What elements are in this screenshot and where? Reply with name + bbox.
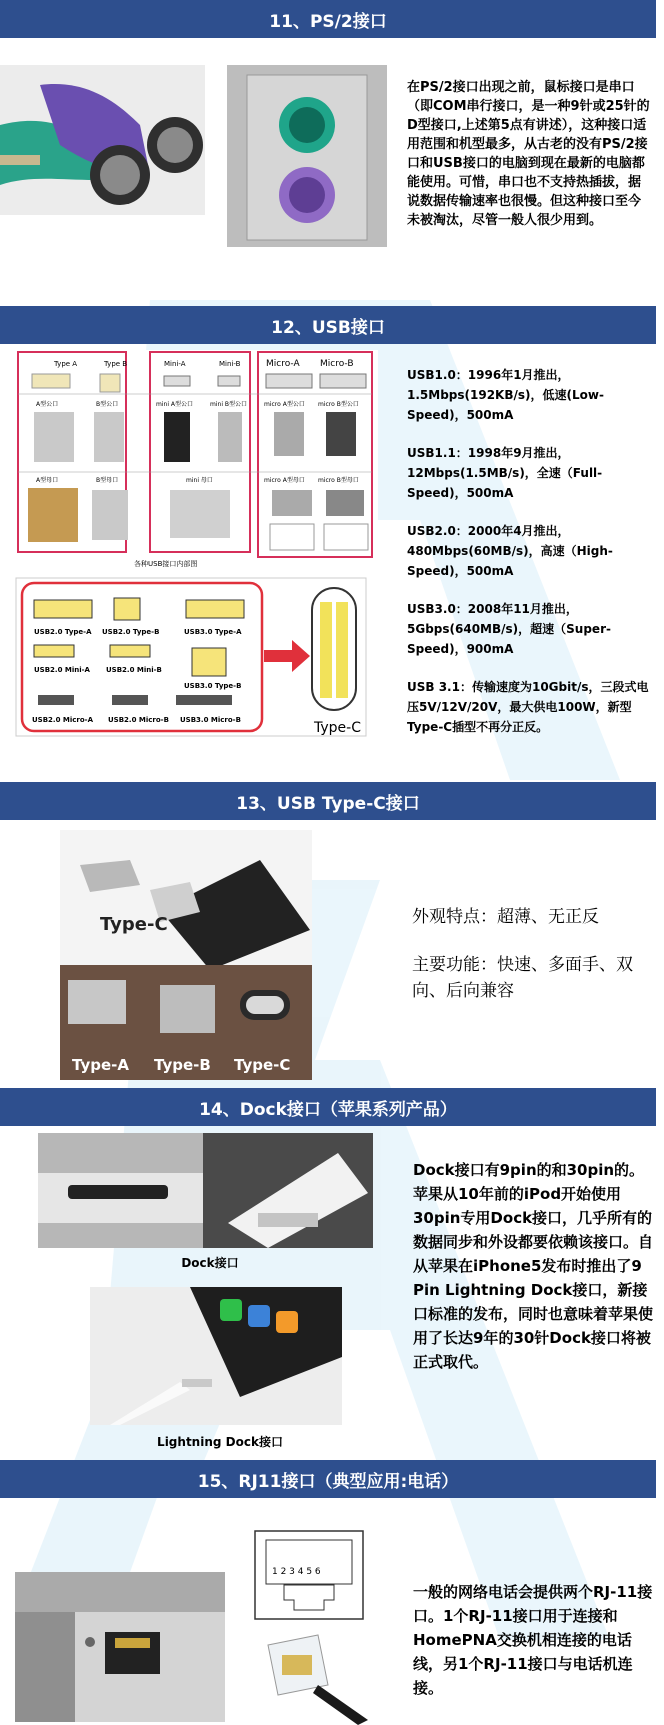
section-title: 15、RJ11接口（典型应用:电话） xyxy=(197,1471,459,1492)
grid-caption: 各种USB接口内部图 xyxy=(134,560,198,568)
typec-bottom-label: Type-C xyxy=(234,1056,291,1074)
typec-image-label: Type-C xyxy=(100,914,168,935)
grid-label: mini 母口 xyxy=(186,477,213,484)
grid-label: A型母口 xyxy=(36,477,59,484)
section-header-usb xyxy=(0,306,656,344)
lightning-caption: Lightning Dock接口 xyxy=(157,1435,283,1449)
section-title: 11、PS/2接口 xyxy=(269,11,387,32)
rj11-pins: 1 2 3 4 5 6 xyxy=(272,1567,321,1577)
typec-feature-line: 外观特点：超薄、无正反 xyxy=(412,907,599,927)
usb-spec-item: USB1.0：1996年1月推出，1.5Mbps(192KB/s)，低速(Low-Speed)，500mA xyxy=(407,368,604,422)
pin-label: USB2.0 Mini-B xyxy=(106,666,162,674)
section-header-rj11 xyxy=(0,1460,656,1498)
rj11-plug-photo xyxy=(258,1625,368,1725)
usb-spec-item: USB 3.1：传输速度为10Gbit/s，三段式电压5V/12V/20V，最大供电100W，新型Type-C插型不再分正反。 xyxy=(407,680,649,734)
usb-spec-item: USB3.0：2008年11月推出，5Gbps(640MB/s)，超速（Super-Speed)，900mA xyxy=(407,602,611,656)
ps2-description: 在PS/2接口出现之前，鼠标接口是串口（即COM串行接口，是一种9针或25针的D型接口,上述第5点有讲述），这种接口适用范围和机型最多，从古老的没有PS/2接口和USB接口的电脑到现在最新的电脑都能使用。可惜，串口也不支持热插拔，据说数据传输速率也很慢。但这种接口至今未被淘汰，尽管一般人很少用到。 xyxy=(407,80,650,228)
dock-connector-photo xyxy=(38,1133,373,1248)
grid-label: micro A型公口 xyxy=(264,401,305,408)
typec-feature-line: 主要功能：快速、多面手、双向、后向兼容 xyxy=(412,955,633,1001)
pin-label: USB2.0 Mini-A xyxy=(34,666,90,674)
pin-label: USB2.0 Micro-A xyxy=(32,716,93,724)
section-header-dock xyxy=(0,1088,656,1126)
ps2-cable-image xyxy=(0,65,205,215)
dock-caption: Dock接口 xyxy=(181,1256,239,1270)
section-title: 13、USB Type-C接口 xyxy=(236,793,420,814)
grid-label: B型母口 xyxy=(96,477,119,484)
ps2-port-image xyxy=(227,65,387,247)
pin-label: USB2.0 Micro-B xyxy=(108,716,169,724)
grid-label: Mini-B xyxy=(219,360,241,368)
type-c-label: Type-C xyxy=(314,720,361,736)
section-header-ps2 xyxy=(0,0,656,38)
grid-label: micro A型母口 xyxy=(264,477,305,484)
grid-label: Type B xyxy=(104,360,128,368)
typec-photo xyxy=(60,830,312,1080)
grid-label: Micro-B xyxy=(320,359,354,369)
grid-label: A型公口 xyxy=(36,401,59,408)
grid-label: micro B型母口 xyxy=(318,477,359,484)
grid-label: mini A型公口 xyxy=(156,401,193,408)
grid-label: Type A xyxy=(54,360,78,368)
grid-label: Micro-A xyxy=(266,359,300,369)
section-title: 14、Dock接口（苹果系列产品） xyxy=(199,1099,457,1120)
typec-features xyxy=(412,904,652,1004)
grid-label: mini B型公口 xyxy=(210,401,248,408)
section-title: 12、USB接口 xyxy=(271,317,385,338)
usb-spec-item: USB2.0：2000年4月推出，480Mbps(60MB/s)，高速（High-Speed)，500mA xyxy=(407,524,613,578)
pin-label: USB3.0 Type-B xyxy=(184,682,242,690)
section-header-typec xyxy=(0,782,656,820)
pin-label: USB2.0 Type-A xyxy=(34,628,92,636)
pin-label: USB3.0 Micro-B xyxy=(180,716,241,724)
usb-connector-grid-image xyxy=(14,350,378,740)
usb-spec-item: USB1.1：1998年9月推出，12Mbps(1.5MB/s)，全速（Full-Speed)，500mA xyxy=(407,446,603,500)
grid-label: micro B型公口 xyxy=(318,401,359,408)
usb-spec-list xyxy=(407,365,653,737)
pin-label: USB3.0 Type-A xyxy=(184,628,242,636)
grid-label: Mini-A xyxy=(164,360,186,368)
rj11-description: 一般的网络电话会提供两个RJ-11接口。1个RJ-11接口用于连接和HomePNA交换机相连接的电话线，另1个RJ-11接口与电话机连接。 xyxy=(413,1583,653,1697)
pin-label: USB2.0 Type-B xyxy=(102,628,160,636)
grid-label: B型公口 xyxy=(96,401,119,408)
rj11-pin-diagram xyxy=(254,1530,364,1620)
typec-bottom-label: Type-B xyxy=(154,1056,211,1074)
dock-description: Dock接口有9pin的和30pin的。苹果从10年前的iPod开始使用30pin专用Dock接口，几乎所有的数据同步和外设都要依赖该接口。自从苹果在iPhone5发布时推出了9 Pin Lightning Dock接口，新接口标准的发布，同时也意味着苹果使用了长达9年的30针Dock接口将被正式取代。 xyxy=(413,1161,654,1371)
rj11-port-photo xyxy=(15,1572,225,1722)
lightning-photo xyxy=(90,1287,342,1425)
typec-bottom-label: Type-A xyxy=(72,1056,129,1074)
